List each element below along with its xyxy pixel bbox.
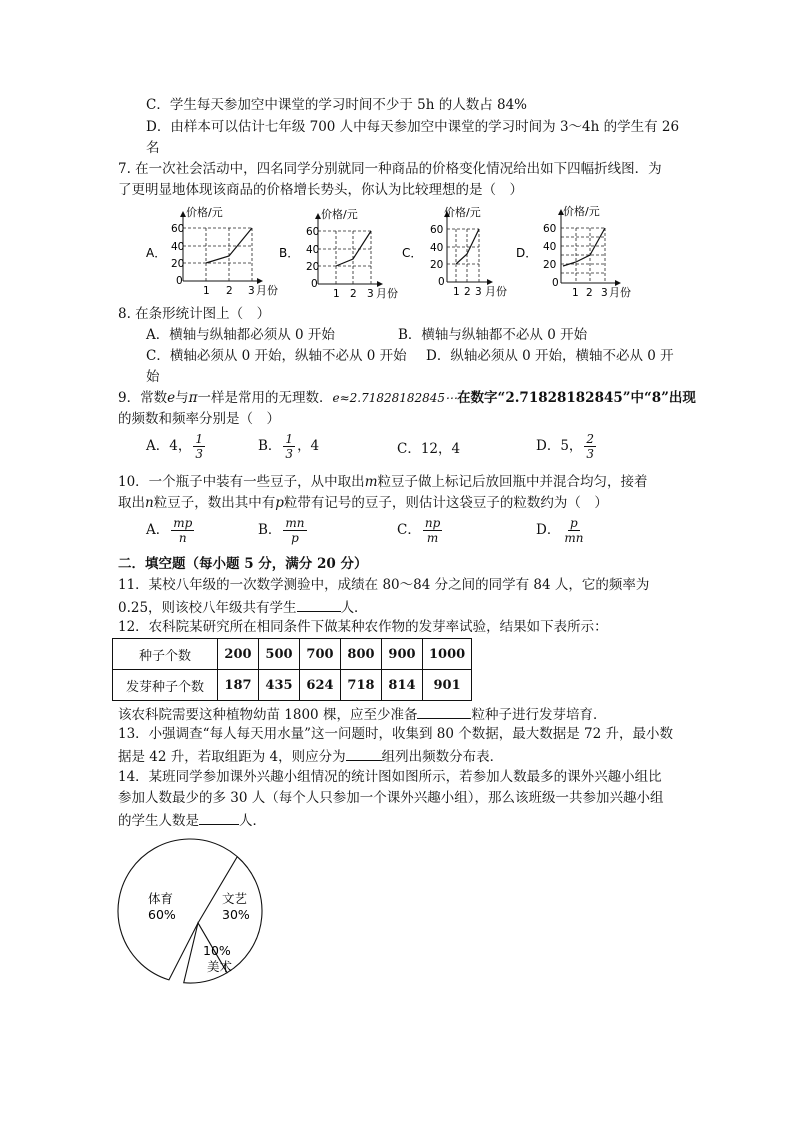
section-heading-fill-in: 二．填空题（每小题 5 分，满分 20 分） (118, 556, 368, 572)
q7-chart-d-xlabel: 月份 (609, 286, 631, 299)
q7-chart-d-ytick-40: 40 (543, 241, 557, 253)
pie-label-name-arts: 文艺 (222, 891, 248, 906)
q9-option-d: D．5， $\frac{2}{3}$ (536, 432, 595, 461)
q7-stem-line2: 了更明显地体现该商品的价格增长势头，你认为比较理想的是（ ） (118, 182, 523, 198)
q7-chart-c-xlabel: 月份 (485, 285, 507, 298)
q7-chart-b-letter: B． (279, 246, 300, 260)
q7-chart-d-ytick-20: 20 (543, 259, 557, 271)
q6-option-d: D．由样本可以估计七年级 700 人中每天参加空中课堂的学习时间为 3～4h 的学生有 26 (146, 119, 680, 135)
q7-chart-c-ytick-20: 20 (430, 259, 444, 271)
q7-chart-c (402, 205, 507, 298)
q7-chart-a-xtick-2: 2 (226, 285, 233, 297)
q10-option-b: B． $\frac{mn}{p}$ (258, 516, 305, 545)
q13-answer-blank (346, 746, 382, 761)
q7-chart-b-xtick-1: 1 (333, 288, 340, 300)
q12-seed-table (112, 638, 472, 701)
q8-option-a: A．横轴与纵轴都必须从 0 开始 (146, 327, 335, 343)
q7-charts-svg (0, 204, 794, 304)
q7-chart-a-xtick-1: 1 (203, 285, 210, 297)
table-cell: 1000 (423, 639, 472, 670)
q11-stem-line2: 0.25，则该校八年级共有学生 人． (118, 597, 368, 617)
table-header-cell: 发芽种子个数 (113, 670, 218, 701)
q7-chart-c-ytick-0: 0 (438, 276, 445, 288)
q7-chart-a-letter: A． (146, 246, 167, 260)
q7-chart-d (516, 204, 631, 299)
q7-chart-b-ylabel: 价格/元 (321, 208, 358, 221)
table-cell: 187 (218, 670, 259, 701)
q10-stem-line2: 取出n粒豆子，数出其中有p粒带有记号的豆子，则估计这袋豆子的粒数约为（ ） (118, 495, 608, 511)
q10-option-a: A． $\frac{mp}{n}$ (146, 516, 193, 545)
table-cell: 814 (382, 670, 423, 701)
q10-stem-line1: 10．一个瓶子中装有一些豆子，从中取出m粒豆子做上标记后放回瓶中并混合均匀，接着 (118, 474, 648, 490)
q7-chart-a-ytick-20: 20 (171, 258, 185, 270)
q13-stem-line2: 据是 42 升，若取组距为 4，则应分为 组列出频数分布表． (118, 746, 503, 766)
q7-chart-c-xtick-3: 3 (475, 286, 482, 298)
q7-chart-b-xtick-3: 3 (367, 288, 374, 300)
q7-chart-c-ytick-60: 60 (430, 224, 444, 236)
table-cell: 901 (423, 670, 472, 701)
q7-chart-b-ytick-40: 40 (306, 244, 320, 256)
q8-stem: 8. 在条形统计图上（ ） (118, 306, 271, 322)
q7-chart-b (279, 207, 398, 300)
q12-followup: 该农科院需要这种植物幼苗 1800 棵，应至少准备 粒种子进行发芽培育． (118, 704, 606, 724)
q7-chart-c-letter: C． (402, 246, 423, 260)
q7-chart-a-ytick-40: 40 (171, 241, 185, 253)
table-row (113, 639, 472, 670)
q6-option-d-cont: 名 (146, 140, 160, 156)
q14-stem-line1: 14．某班同学参加课外兴趣小组情况的统计图如图所示，若参加人数最多的课外兴趣小组比 (118, 769, 662, 785)
pie-label-name-fine-arts: 美术 (207, 959, 233, 974)
q7-chart-c-ylabel: 价格/元 (444, 206, 481, 219)
q7-chart-c-xtick-2: 2 (464, 286, 471, 298)
q7-chart-a-ytick-60: 60 (171, 223, 185, 235)
q9-stem-line2: 的频数和频率分别是（ ） (118, 411, 280, 427)
q7-chart-d-xtick-1: 1 (572, 287, 579, 299)
pie-label-percent-arts: 30% (222, 907, 250, 922)
q14-stem-line3: 的学生人数是 人． (118, 810, 266, 830)
table-cell: 200 (218, 639, 259, 670)
q14-answer-blank (199, 810, 239, 825)
q7-chart-d-ytick-60: 60 (543, 223, 557, 235)
q12-answer-blank (417, 704, 471, 719)
q8-option-d: D．纵轴必须从 0 开始，横轴不必从 0 开 (426, 348, 674, 364)
q9-stem-line1: 9．常数e与π一样是常用的无理数．e≈2.71828182845⋯在数字“2.71828182845”中“8”出现 (118, 390, 696, 406)
pie-label-name-sports: 体育 (148, 891, 174, 906)
q7-chart-b-xlabel: 月份 (376, 287, 398, 300)
q7-stem-line1: 7. 在一次社会活动中，四名同学分别就同一种商品的价格变化情况给出如下四幅折线图．为 (118, 161, 662, 177)
table-cell: 900 (382, 639, 423, 670)
q7-chart-d-ytick-0: 0 (552, 277, 559, 289)
q14-stem-line2: 参加人数最少的多 30 人（每个人只参加一个课外兴趣小组），那么该班级一共参加兴趣小组 (118, 790, 664, 806)
q7-chart-d-letter: D． (516, 246, 538, 260)
table-cell: 700 (300, 639, 341, 670)
q9-option-a: A．4， $\frac{1}{3}$ (146, 432, 203, 461)
q9-option-c: C．12，4 (397, 441, 461, 457)
table-header-cell: 种子个数 (113, 639, 218, 670)
q7-chart-b-ytick-0: 0 (311, 278, 318, 290)
q7-chart-c-xtick-1: 1 (453, 286, 460, 298)
table-cell: 500 (259, 639, 300, 670)
table-cell: 718 (341, 670, 382, 701)
q10-option-c: C． $\frac{np}{m}$ (397, 516, 441, 545)
table-cell: 624 (300, 670, 341, 701)
q8-option-c: C．横轴必须从 0 开始，纵轴不必从 0 开始 (146, 348, 407, 364)
q8-option-b: B．横轴与纵轴都不必从 0 开始 (398, 327, 588, 343)
q9-option-b: B． $\frac{1}{3}$ ，4 (258, 432, 320, 461)
q12-stem: 12．农科院某研究所在相同条件下做某种农作物的发芽率试验，结果如下表所示： (118, 619, 608, 635)
q7-chart-a-ylabel: 价格/元 (186, 206, 223, 219)
pie-label-percent-fine-arts: 10% (203, 943, 231, 958)
q6-option-c: C．学生每天参加空中课堂的学习时间不少于 5h 的人数占 84% (146, 97, 527, 113)
q7-chart-a (146, 205, 278, 297)
q11-stem-line1: 11．某校八年级的一次数学测验中，成绩在 80～84 分之间的同学有 84 人，它的频率为 (118, 577, 650, 593)
q7-chart-b-ytick-20: 20 (306, 261, 320, 273)
table-cell: 435 (259, 670, 300, 701)
q7-chart-b-xtick-2: 2 (350, 288, 357, 300)
q7-chart-d-xtick-2: 2 (586, 287, 593, 299)
q8-option-d-cont: 始 (146, 369, 160, 385)
table-cell: 800 (341, 639, 382, 670)
q11-answer-blank (297, 597, 341, 612)
q7-chart-a-ytick-0: 0 (176, 275, 183, 287)
q7-chart-c-ytick-40: 40 (430, 242, 444, 254)
q10-option-d: D． $\frac{p}{mn}$ (536, 516, 584, 545)
q7-chart-b-ytick-60: 60 (306, 226, 320, 238)
q7-chart-a-xlabel: 月份 (256, 284, 278, 297)
q14-pie-chart (0, 833, 794, 993)
q7-chart-a-xtick-3: 3 (248, 285, 255, 297)
pie-label-percent-sports: 60% (148, 907, 176, 922)
q13-stem-line1: 13．小强调查“每人每天用水量”这一问题时，收集到 80 个数据，最大数据是 72 升，最小数 (118, 726, 674, 742)
q7-chart-d-xtick-3: 3 (601, 287, 608, 299)
q7-chart-d-ylabel: 价格/元 (563, 205, 600, 218)
table-row (113, 670, 472, 701)
